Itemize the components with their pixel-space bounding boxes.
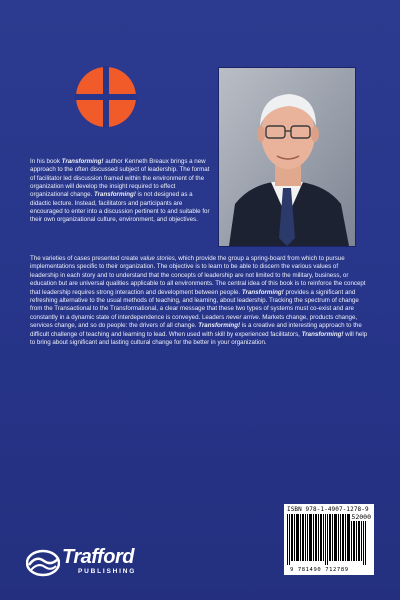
author-portrait-image [219, 68, 355, 246]
author-intro: In his book Transforming! author Kenneth Breaux brings a new approach to the often discussed subject of leadership. The format of facilitator led discussion framed within the environment of the organization will develop the insight required to effect organizational change. Transforming! is not designed as a didactic lecture. Instead, facilitators and participants are encouraged to enter into a discussion pertinent to and suitable for their own organizational culture, environment, and objectives. [30, 158, 210, 224]
publisher-name: Trafford [62, 546, 134, 568]
barcode-bars [287, 514, 371, 565]
price-code: 52000 [351, 513, 371, 521]
isbn-barcode [284, 504, 374, 575]
author-photo [218, 67, 356, 247]
publisher-subtitle: PUBLISHING [78, 568, 137, 575]
isbn-number: ISBN 978-1-4907-1278-9 [287, 506, 369, 513]
publisher-logo [26, 546, 166, 580]
wave-logo-icon [26, 549, 60, 577]
book-description: The varieties of cases presented create value stories, which provide the group a spring-board from which to pursue implementations specific to their organization. The objective is to learn to be able to discern the various values of leadership in each story and to understand that the concepts of leadership are not limited to the military, business, or education but are universal qualities applicable to all environments. The central idea of this book is to reinforce the concept that leadership requires strong interaction and development between people. Transforming! provides a significant and refreshing alternative to the usual methods of teaching, and learning, about leadership. Tracking the spectrum of change from the Transactional to the Transformational, a clear message that these two types of systems must co-exist and are constantly in a dynamic state of interdependence is conveyed. Leaders never arrive. Markets change, products change, services change, and so do people: the drivers of all change. Transforming! is a creative and interesting approach to the difficult challenge of teaching and learning to lead. When used with skill by experienced facilitators, Transforming! will help to bring about significant and lasting cultural change for the better in your organization. [30, 255, 368, 347]
ean-number: 9 781490 712789 [290, 567, 349, 573]
cross-in-circle-icon [75, 66, 137, 128]
